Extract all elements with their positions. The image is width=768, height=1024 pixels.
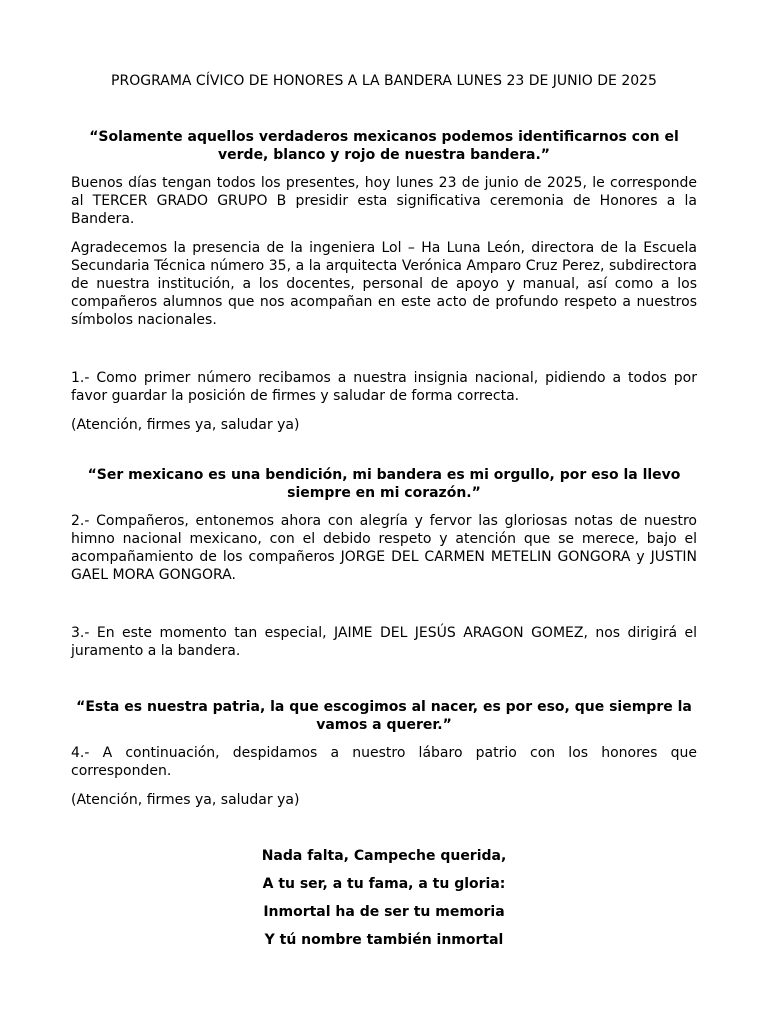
program-item-3: 3.- En este momento tan especial, JAIME DEL JESÚS ARAGON GOMEZ, nos dirigirá el juramento a la bandera. — [71, 625, 697, 659]
program-item-1: 1.- Como primer número recibamos a nuestra insignia nacional, pidiendo a todos por favor guardar la posición de firmes y saludar de forma correcta. — [71, 370, 697, 404]
poem-line: Nada falta, Campeche querida, — [261, 848, 507, 864]
attention-note-1: (Atención, firmes ya, saludar ya) — [71, 417, 300, 433]
document-title: PROGRAMA CÍVICO DE HONORES A LA BANDERA LUNES 23 DE JUNIO DE 2025 — [111, 73, 657, 89]
quote-1: “Solamente aquellos verdaderos mexicanos podemos identificarnos con el verde, blanco y rojo de nuestra bandera.” — [89, 129, 679, 163]
poem-line: Y tú nombre también inmortal — [264, 932, 504, 948]
quote-2: “Ser mexicano es una bendición, mi bandera es mi orgullo, por eso la llevo siempre en mi corazón.” — [87, 467, 681, 501]
paragraph-greeting: Buenos días tengan todos los presentes, hoy lunes 23 de junio de 2025, le corresponde al TERCER GRADO GRUPO B presidir esta significativa ceremonia de Honores a la Bandera. — [71, 175, 697, 227]
poem-line: Inmortal ha de ser tu memoria — [263, 904, 505, 920]
quote-3: “Esta es nuestra patria, la que escogimos al nacer, es por eso, que siempre la vamos a querer.” — [76, 699, 692, 733]
document-page — [71, 64, 697, 949]
paragraph-thanks: Agradecemos la presencia de la ingeniera Lol – Ha Luna León, directora de la Escuela Secundaria Técnica número 35, a la arquitecta Verónica Amparo Cruz Perez, subdirectora de nuestra institución, a los docentes, personal de apoyo y manual, así como a los compañeros alumnos que nos acompañan en este acto de profundo respeto a nuestros símbolos nacionales. — [71, 240, 697, 328]
poem-line: A tu ser, a tu fama, a tu gloria: — [262, 876, 506, 892]
program-item-4: 4.- A continuación, despidamos a nuestro lábaro patrio con los honores que corresponden. — [71, 745, 697, 779]
program-item-2: 2.- Compañeros, entonemos ahora con alegría y fervor las gloriosas notas de nuestro himno nacional mexicano, con el debido respeto y atención que se merece, bajo el acompañamiento de los compañeros JORGE DEL CARMEN METELIN GONGORA y JUSTIN GAEL MORA GONGORA. — [71, 513, 697, 583]
attention-note-2: (Atención, firmes ya, saludar ya) — [71, 792, 300, 808]
poem-stanza — [71, 847, 697, 949]
